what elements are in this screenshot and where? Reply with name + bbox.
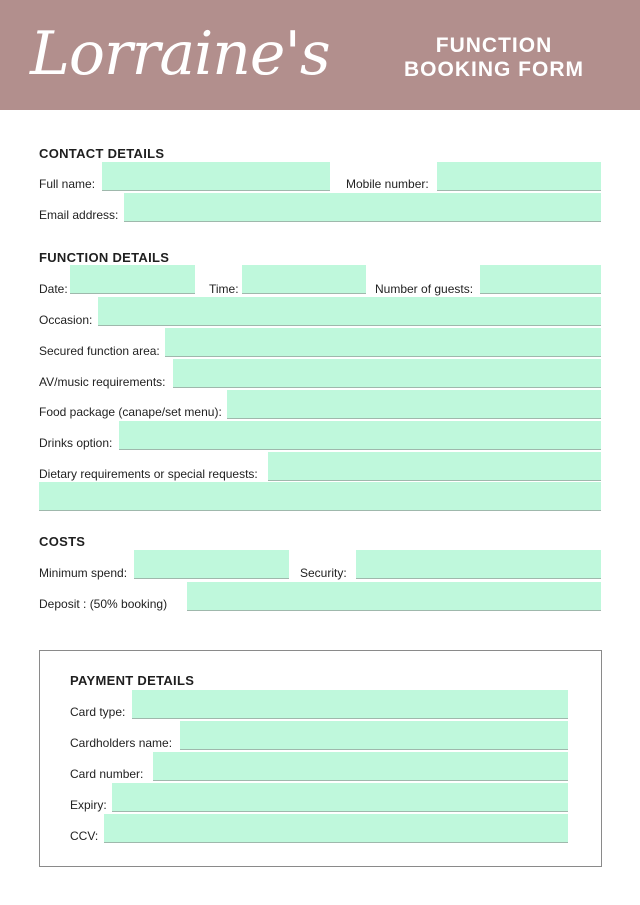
contact-details-heading: CONTACT DETAILS: [39, 146, 165, 161]
secured-function-area-label: Secured function area:: [39, 344, 160, 358]
dietary-requirements-label: Dietary requirements or special requests:: [39, 467, 258, 481]
security-field[interactable]: [356, 550, 601, 579]
mobile-number-field[interactable]: [437, 162, 601, 191]
occasion-label: Occasion:: [39, 313, 93, 327]
expiry-label: Expiry:: [70, 798, 107, 812]
card-type-label: Card type:: [70, 705, 126, 719]
deposit-field[interactable]: [187, 582, 601, 611]
cardholders-name-label: Cardholders name:: [70, 736, 173, 750]
secured-function-area-field[interactable]: [165, 328, 601, 357]
cardholders-name-field[interactable]: [180, 721, 568, 750]
minimum-spend-label: Minimum spend:: [39, 566, 128, 580]
drinks-option-label: Drinks option:: [39, 436, 113, 450]
security-label: Security:: [300, 566, 347, 580]
av-music-field[interactable]: [173, 359, 601, 388]
full-name-label: Full name:: [39, 177, 96, 191]
costs-heading: COSTS: [39, 534, 86, 549]
full-name-field[interactable]: [102, 162, 330, 191]
dietary-requirements-field-line2[interactable]: [39, 482, 601, 511]
time-field[interactable]: [242, 265, 366, 294]
occasion-field[interactable]: [98, 297, 601, 326]
food-package-label: Food package (canape/set menu):: [39, 405, 222, 419]
number-of-guests-field[interactable]: [480, 265, 601, 294]
dietary-requirements-field[interactable]: [268, 452, 601, 481]
ccv-label: CCV:: [70, 829, 99, 843]
drinks-option-field[interactable]: [119, 421, 601, 450]
av-music-label: AV/music requirements:: [39, 375, 166, 389]
card-type-field[interactable]: [132, 690, 568, 719]
date-field[interactable]: [70, 265, 195, 294]
expiry-field[interactable]: [112, 783, 568, 812]
function-details-heading: FUNCTION DETAILS: [39, 250, 170, 265]
mobile-number-label: Mobile number:: [346, 177, 429, 191]
food-package-field[interactable]: [227, 390, 601, 419]
form-title-line1: FUNCTION: [435, 34, 553, 57]
brand-logo: Lorraine's: [30, 19, 330, 89]
form-title-line2: BOOKING FORM: [404, 58, 584, 81]
form-title: [384, 34, 604, 82]
date-label: Date:: [39, 282, 68, 296]
minimum-spend-field[interactable]: [134, 550, 289, 579]
card-number-label: Card number:: [70, 767, 144, 781]
number-of-guests-label: Number of guests:: [375, 282, 474, 296]
email-address-label: Email address:: [39, 208, 119, 222]
card-number-field[interactable]: [153, 752, 568, 781]
payment-details-heading: PAYMENT DETAILS: [70, 673, 195, 688]
ccv-field[interactable]: [104, 814, 568, 843]
time-label: Time:: [209, 282, 239, 296]
header-banner: [0, 0, 640, 110]
email-address-field[interactable]: [124, 193, 601, 222]
deposit-label: Deposit : (50% booking): [39, 597, 168, 611]
